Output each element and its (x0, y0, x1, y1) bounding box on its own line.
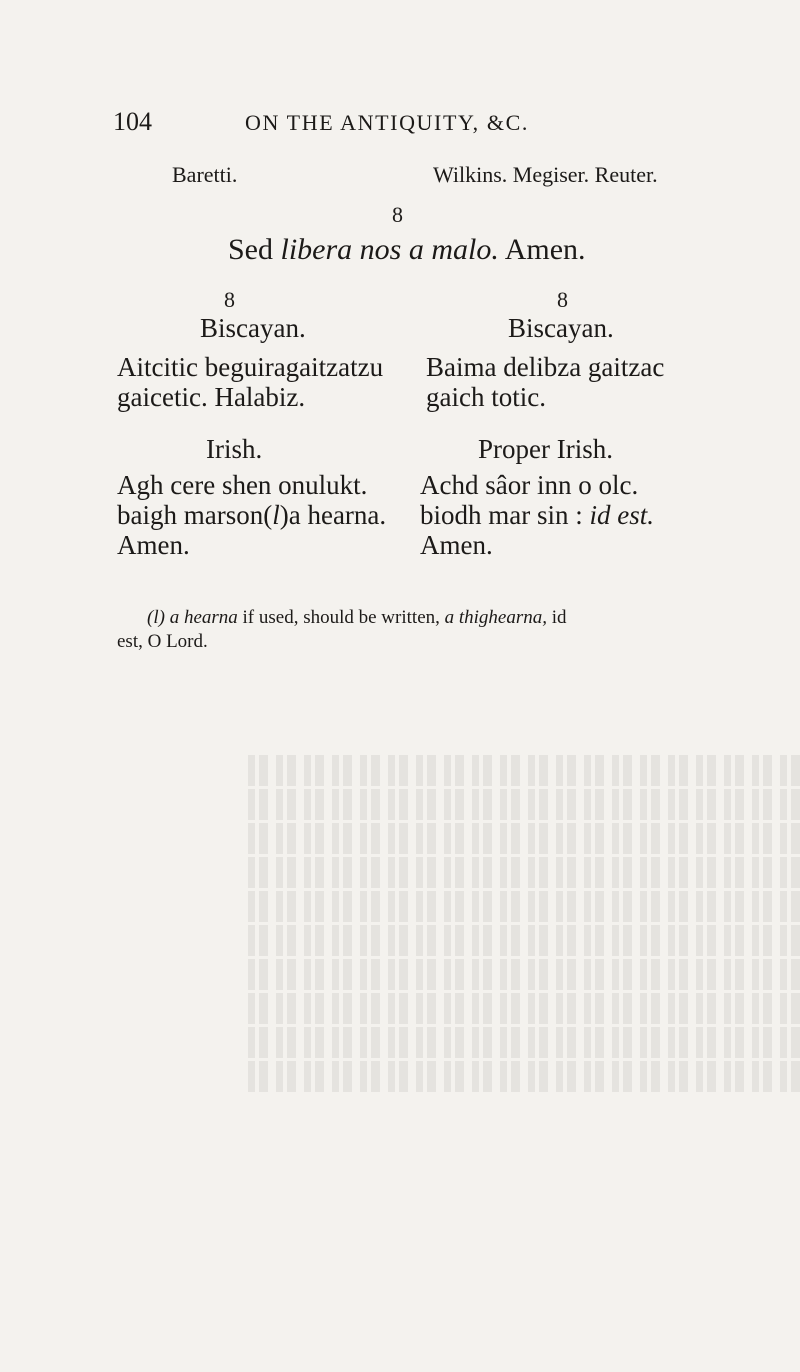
irish-left-line-1: Agh cere shen onulukt. (117, 470, 368, 500)
bleed-through-texture (240, 755, 800, 1085)
biscayan-right-line-2: gaich totic. (426, 382, 546, 412)
biscayan-right-line-1: Baima delibza gaitzac (426, 352, 665, 382)
irish-right-line-2 (420, 500, 654, 531)
footnote-text-4: id (547, 607, 567, 628)
latin-suffix: Amen. (498, 233, 586, 266)
latin-prefix: Sed (228, 233, 281, 266)
footnote-marker: (l) (147, 607, 165, 628)
footnote-italic-1: a hearna (164, 607, 238, 628)
column-header-right: Wilkins. Megiser. Reuter. (433, 162, 658, 187)
irish-left-line-2 (117, 500, 386, 531)
biscayan-left-line-1: Aitcitic beguiragaitzatzu (117, 352, 384, 382)
irish-left-line-2-b: )a hearna. (279, 500, 387, 530)
latin-italic: libera nos a malo. (280, 233, 499, 266)
irish-heading-right: Proper Irish. (478, 434, 613, 464)
latin-line (228, 233, 586, 267)
column-header-left: Baretti. (172, 162, 238, 187)
footnote-text-2: if used, should be written, (237, 607, 445, 628)
irish-left-line-2-a: baigh marson( (117, 500, 273, 530)
footnote-italic-2: a thighearna, (444, 607, 548, 628)
latin-number: 8 (392, 202, 403, 227)
irish-right-line-2-a: biodh mar sin : (420, 500, 590, 530)
biscayan-number-right: 8 (557, 287, 568, 312)
footnote-ref-l: l (272, 500, 280, 530)
footnote-line-1 (147, 607, 567, 629)
biscayan-heading-right: Biscayan. (508, 313, 614, 343)
biscayan-number-left: 8 (224, 287, 235, 312)
irish-right-line-2-italic: id est. (589, 500, 654, 530)
footnote-line-2: est, O Lord. (117, 631, 208, 652)
irish-right-line-3: Amen. (420, 530, 493, 560)
irish-heading-left: Irish. (206, 434, 263, 464)
page-number: 104 (113, 107, 152, 136)
irish-left-line-3: Amen. (117, 530, 190, 560)
biscayan-heading-left: Biscayan. (200, 313, 306, 343)
irish-right-line-1: Achd sâor inn o olc. (420, 470, 639, 500)
biscayan-left-line-2: gaicetic. Halabiz. (117, 382, 306, 412)
running-title: ON THE ANTIQUITY, &C. (245, 110, 529, 135)
